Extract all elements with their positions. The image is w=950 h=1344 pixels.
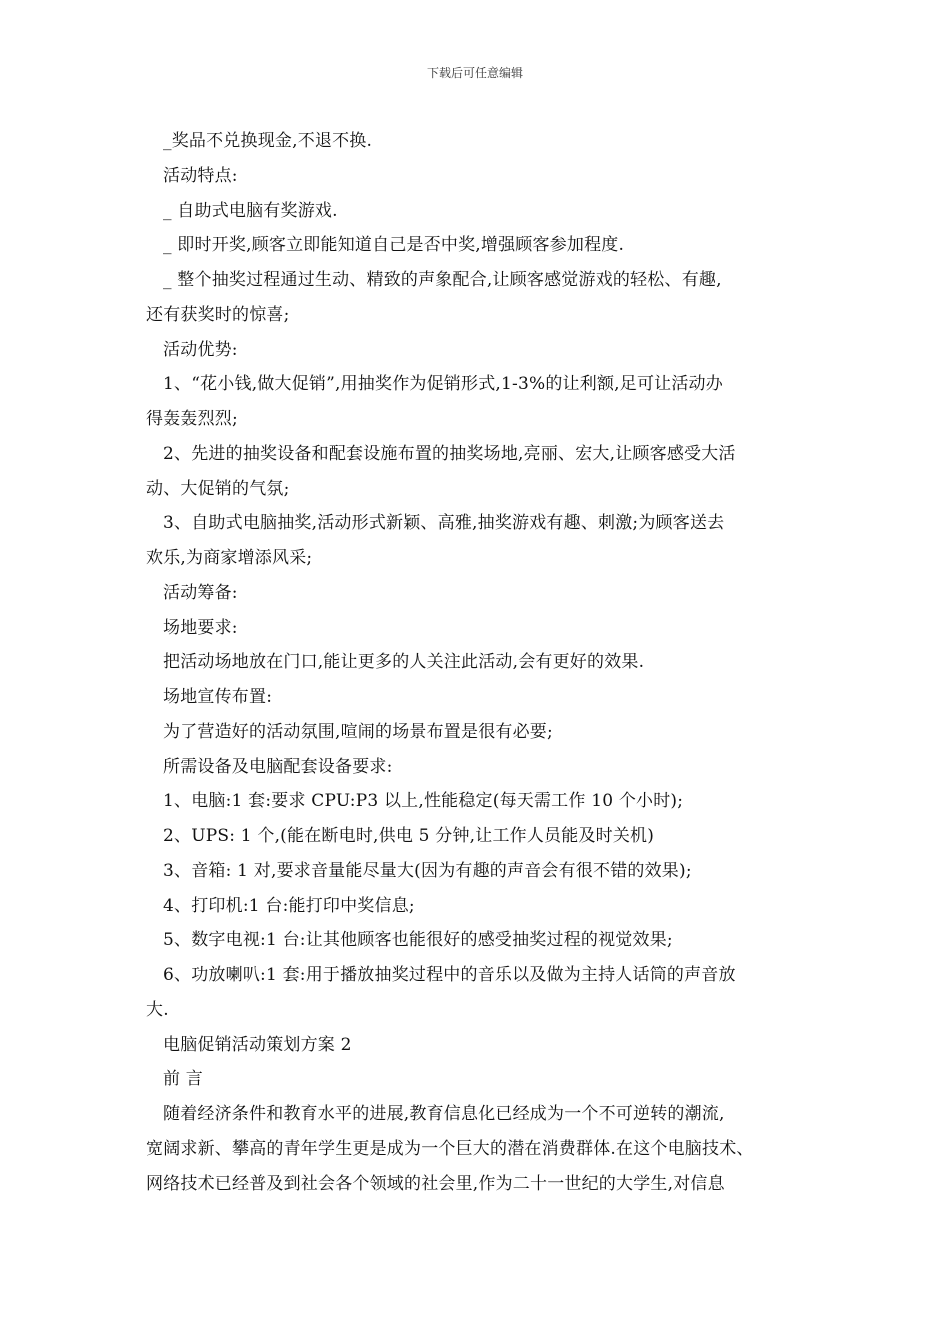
paragraph-line: 2、先进的抽奖设备和配套设施布置的抽奖场地,亮丽、宏大,让顾客感受大活 [163,443,736,464]
paragraph-line: 把活动场地放在门口,能让更多的人关注此活动,会有更好的效果. [163,652,645,673]
section-heading-preface: 前 言 [163,1069,204,1090]
paragraph-line: 还有获奖时的惊喜; [146,304,290,325]
paragraph-line: 网络技术已经普及到社会各个领域的社会里,作为二十一世纪的大学生,对信息 [146,1173,725,1194]
paragraph-line: 2、UPS: 1 个,(能在断电时,供电 5 分钟,让工作人员能及时关机) [163,826,655,846]
paragraph-line: 随着经济条件和教育水平的进展,教育信息化已经成为一个不可逆转的潮流, [163,1104,725,1124]
paragraph-line: 大. [146,999,169,1020]
paragraph-line: 欢乐,为商家增添风采; [146,548,313,568]
paragraph-line: 3、音箱: 1 对,要求音量能尽量大(因为有趣的声音会有很不错的效果); [163,860,692,881]
document-body [146,124,822,1201]
paragraph-line: 1、“花小钱,做大促销”,用抽奖作为促销形式,1-3%的让利额,足可让活动办 [163,374,723,395]
section-title: 电脑促销活动策划方案 2 [163,1034,352,1055]
paragraph-line: 1、电脑:1 套:要求 CPU:P3 以上,性能稳定(每天需工作 10 个小时); [163,791,684,812]
paragraph-line: 活动优势: [163,339,238,360]
paragraph-line: 宽阔求新、攀高的青年学生更是成为一个巨大的潜在消费群体.在这个电脑技术、 [146,1138,754,1159]
paragraph-line: 3、自助式电脑抽奖,活动形式新颖、高雅,抽奖游戏有趣、刺激;为顾客送去 [163,513,725,534]
paragraph-line: _奖品不兑换现金,不退不换. [163,131,373,151]
paragraph-line: 得轰轰烈烈; [146,409,238,429]
paragraph-line: 活动特点: [163,165,238,186]
paragraph-line: _ 整个抽奖过程通过生动、精致的声象配合,让顾客感觉游戏的轻松、有趣, [163,270,722,290]
paragraph-line: 动、大促销的气氛; [146,478,290,499]
paragraph-line: 为了营造好的活动氛围,喧闹的场景布置是很有必要; [163,721,553,742]
paragraph-line: 6、功放喇叭:1 套:用于播放抽奖过程中的音乐以及做为主持人话筒的声音放 [163,965,736,985]
paragraph-line: 所需设备及电脑配套设备要求: [163,756,393,777]
paragraph-line: 活动筹备: [163,582,238,603]
page-header: 下载后可任意编辑 [426,66,523,80]
paragraph-line: 5、数字电视:1 台:让其他顾客也能很好的感受抽奖过程的视觉效果; [163,930,673,951]
paragraph-line: _ 自助式电脑有奖游戏. [163,200,338,221]
paragraph-line: 4、打印机:1 台:能打印中奖信息; [163,895,415,916]
paragraph-line: _ 即时开奖,顾客立即能知道自己是否中奖,增强顾客参加程度. [163,235,625,256]
paragraph-line: 场地宣传布置: [163,687,273,707]
paragraph-line: 场地要求: [163,617,238,638]
